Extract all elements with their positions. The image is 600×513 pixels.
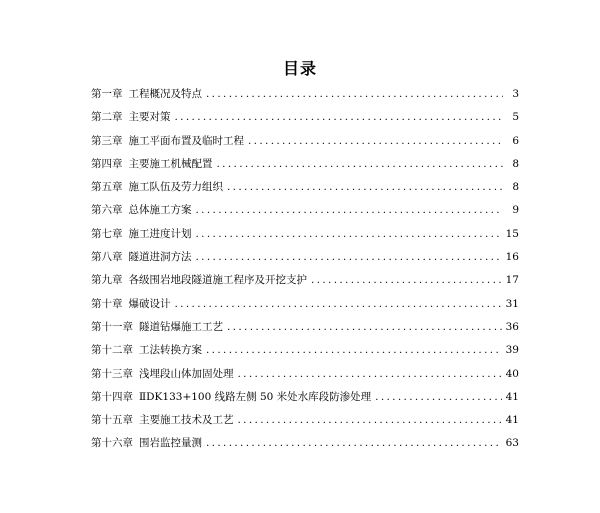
dot-leader — [311, 274, 502, 286]
toc-chapter-number: 第六章 — [91, 204, 123, 217]
toc-heading: 爆破设计 — [128, 297, 171, 310]
toc-entry[interactable] — [91, 366, 519, 389]
toc-heading: 围岩监控量测 — [139, 437, 202, 450]
toc-page-number: 5 — [512, 111, 519, 124]
toc-chapter-number: 第二章 — [91, 111, 123, 124]
toc-chapter-number: 第十一章 — [91, 320, 133, 333]
toc-chapter-number: 第十三章 — [91, 367, 133, 380]
toc-page-number: 39 — [505, 344, 519, 357]
dot-leader — [206, 88, 503, 100]
toc-heading: 隧道进洞方法 — [128, 251, 192, 264]
dot-leader — [206, 344, 502, 356]
toc-entry[interactable] — [91, 156, 519, 179]
toc-chapter-number: 第十六章 — [91, 437, 133, 450]
toc-chapter-number: 第八章 — [91, 251, 123, 264]
toc-entry[interactable] — [91, 86, 519, 109]
toc-entry[interactable] — [91, 226, 519, 249]
toc-heading: 施工平面布置及临时工程 — [128, 134, 244, 147]
toc-heading: 总体施工方案 — [128, 204, 192, 217]
dot-leader — [238, 414, 502, 426]
dot-leader — [248, 135, 503, 147]
toc-entry[interactable] — [91, 412, 519, 435]
toc-chapter-number: 第三章 — [91, 134, 123, 147]
toc-entry[interactable] — [91, 272, 519, 295]
dot-leader — [217, 158, 504, 170]
toc-heading: 工法转换方案 — [139, 344, 202, 357]
toc-page-number: 41 — [505, 414, 519, 427]
toc-page-number: 8 — [512, 157, 519, 170]
toc-chapter-number: 第十五章 — [91, 414, 133, 427]
toc-heading: 工程概况及特点 — [128, 88, 202, 100]
toc-entry[interactable] — [91, 319, 519, 342]
toc-heading: 施工队伍及劳力组织 — [128, 181, 223, 194]
toc-chapter-number: 第七章 — [91, 227, 123, 240]
toc-chapter-number: 第四章 — [91, 157, 123, 170]
toc-heading: 主要施工机械配置 — [128, 157, 213, 170]
dot-leader — [227, 321, 502, 333]
toc-heading: 隧道钻爆施工工艺 — [139, 320, 223, 333]
toc-chapter-number: 第九章 — [91, 274, 123, 287]
dot-leader — [175, 111, 504, 123]
toc-heading: 主要施工技术及工艺 — [139, 414, 234, 427]
toc-chapter-number: 第一章 — [91, 88, 123, 100]
toc-page-number: 40 — [505, 367, 519, 380]
toc-title: 目录 — [282, 59, 317, 78]
toc-entry[interactable] — [91, 435, 519, 458]
toc-page-number: 31 — [505, 297, 519, 310]
dot-leader — [175, 298, 502, 310]
toc-chapter-number: 第十章 — [91, 297, 123, 310]
toc-heading: 施工进度计划 — [128, 227, 192, 240]
toc-page-number: 17 — [505, 274, 519, 287]
toc-chapter-number: 第十二章 — [91, 344, 133, 357]
toc-page-number: 16 — [505, 251, 519, 264]
dot-leader — [196, 228, 502, 240]
toc-page-number: 9 — [512, 204, 519, 217]
dot-leader — [196, 204, 504, 216]
toc-page-number: 6 — [512, 134, 519, 147]
dot-leader — [238, 368, 502, 380]
toc-entry[interactable] — [91, 133, 519, 156]
toc-entry[interactable] — [91, 179, 519, 202]
toc-heading: 各级围岩地段隧道施工程序及开挖支护 — [128, 274, 307, 287]
toc-entry[interactable] — [91, 296, 519, 319]
toc-page-number: 36 — [505, 320, 519, 333]
toc-heading: ⅡDK133+100 线路左侧 50 米处水库段防渗处理 — [139, 390, 372, 403]
toc-entry[interactable] — [91, 389, 519, 412]
dot-leader — [206, 437, 502, 449]
toc-chapter-number: 第五章 — [91, 181, 123, 194]
dot-leader — [227, 181, 503, 193]
toc-chapter-number: 第十四章 — [91, 390, 133, 403]
toc-heading: 主要对策 — [128, 111, 171, 124]
toc-page-number: 15 — [505, 227, 519, 240]
toc-heading: 浅埋段山体加固处理 — [139, 367, 234, 380]
dot-leader — [375, 391, 501, 403]
toc-page-number: 41 — [505, 390, 519, 403]
toc-page-number: 8 — [512, 181, 519, 194]
toc-page-number: 3 — [512, 88, 519, 100]
toc-entry[interactable] — [91, 342, 519, 365]
toc-list — [91, 86, 519, 459]
toc-page-number: 63 — [505, 437, 519, 450]
toc-entry[interactable] — [91, 249, 519, 272]
dot-leader — [196, 251, 502, 263]
toc-entry[interactable] — [91, 202, 519, 225]
toc-entry[interactable] — [91, 109, 519, 132]
